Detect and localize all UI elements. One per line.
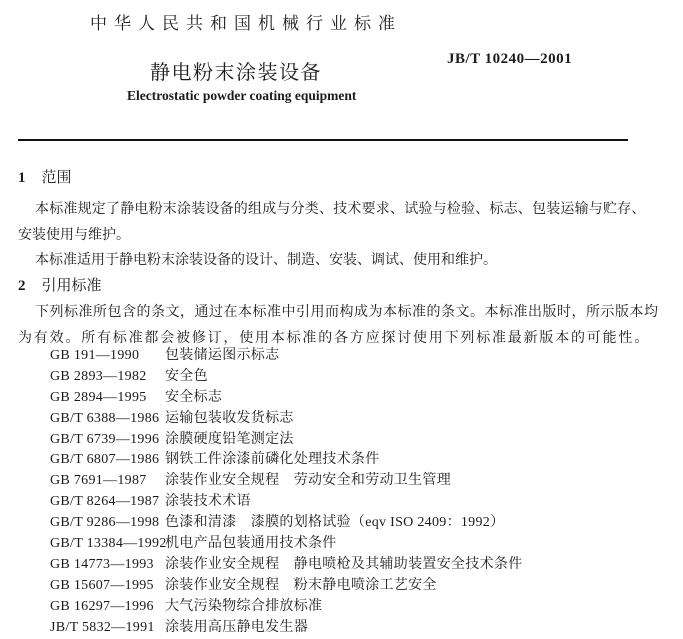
section-1-title: 范围 <box>41 170 72 186</box>
reference-code: GB 191—1990 <box>50 348 140 363</box>
reference-row <box>50 555 523 576</box>
reference-title: 机电产品包装通用技术条件 <box>165 536 337 552</box>
document-title-chinese: 静电粉末涂装设备 <box>150 62 322 84</box>
scope-paragraph-2: 本标准适用于静电粉末涂装设备的设计、制造、安装、调试、使用和维护。 <box>35 253 497 268</box>
scope-paragraph-1-line-2: 安装使用与维护。 <box>18 228 130 243</box>
reference-row <box>50 388 523 409</box>
reference-title: 安全标志 <box>165 389 223 405</box>
reference-title: 涂装作业安全规程 静电喷枪及其辅助装置安全技术条件 <box>165 556 523 572</box>
reference-row <box>50 492 523 513</box>
reference-code: GB 2894—1995 <box>50 389 147 405</box>
reference-row <box>50 367 523 388</box>
section-1-heading <box>18 166 72 187</box>
reference-code: GB/T 13384—1992 <box>50 536 167 552</box>
reference-title: 大气污染物综合排放标准 <box>165 598 323 614</box>
reference-title: 运输包装收发货标志 <box>165 410 294 426</box>
reference-row <box>50 346 523 367</box>
standard-number: JB/T 10240—2001 <box>447 51 573 67</box>
references-intro-line-2: 为有效。所有标准都会被修订，使用本标准的各方应探讨使用下列标准最新版本的可能性。 <box>18 331 650 346</box>
reference-title: 钢铁工件涂漆前磷化处理技术条件 <box>165 452 380 468</box>
references-list <box>50 346 523 638</box>
reference-title: 涂装作业安全规程 劳动安全和劳动卫生管理 <box>165 473 451 489</box>
section-2-heading <box>18 274 102 295</box>
reference-code: GB 14773—1993 <box>50 556 154 572</box>
reference-row <box>50 513 523 534</box>
reference-code: GB 15607—1995 <box>50 577 154 593</box>
reference-title: 涂装用高压静电发生器 <box>165 619 308 635</box>
reference-code: GB 16297—1996 <box>50 598 154 614</box>
reference-title: 安全色 <box>165 368 208 384</box>
reference-title: 涂装技术术语 <box>165 494 251 510</box>
reference-row <box>50 576 523 597</box>
reference-code: GB 7691—1987 <box>50 473 147 489</box>
reference-code: GB/T 8264—1987 <box>50 494 160 510</box>
header-divider-rule <box>18 139 628 141</box>
section-1-number: 1 <box>18 170 26 186</box>
reference-row <box>50 534 523 555</box>
reference-row <box>50 409 523 430</box>
reference-code: JB/T 5832—1991 <box>50 619 155 635</box>
reference-title: 包装储运图示标志 <box>165 348 280 363</box>
document-title-english: Electrostatic powder coating equipment <box>127 88 357 103</box>
reference-code: GB/T 6807—1986 <box>50 452 160 468</box>
reference-code: GB/T 9286—1998 <box>50 515 160 531</box>
reference-row <box>50 597 523 618</box>
section-2-number: 2 <box>18 278 26 294</box>
reference-row <box>50 430 523 451</box>
reference-row <box>50 450 523 471</box>
reference-title: 涂膜硬度铅笔测定法 <box>165 431 294 447</box>
reference-code: GB/T 6388—1986 <box>50 410 160 426</box>
reference-code: GB 2893—1982 <box>50 368 147 384</box>
reference-row <box>50 471 523 492</box>
reference-code: GB/T 6739—1996 <box>50 431 160 447</box>
reference-row <box>50 618 523 639</box>
national-standard-header: 中华人民共和国机械行业标准 <box>90 14 402 33</box>
section-2-title: 引用标准 <box>41 278 102 294</box>
references-intro-line-1: 下列标准所包含的条文，通过在本标准中引用而构成为本标准的条文。本标准出版时，所示版本均 <box>35 305 659 320</box>
reference-title: 色漆和清漆 漆膜的划格试验（eqv ISO 2409：1992） <box>165 515 505 531</box>
reference-title: 涂装作业安全规程 粉末静电喷涂工艺安全 <box>165 577 437 593</box>
scope-paragraph-1-line-1: 本标准规定了静电粉末涂装设备的组成与分类、技术要求、试验与检验、标志、包装运输与贮存、 <box>35 202 646 217</box>
